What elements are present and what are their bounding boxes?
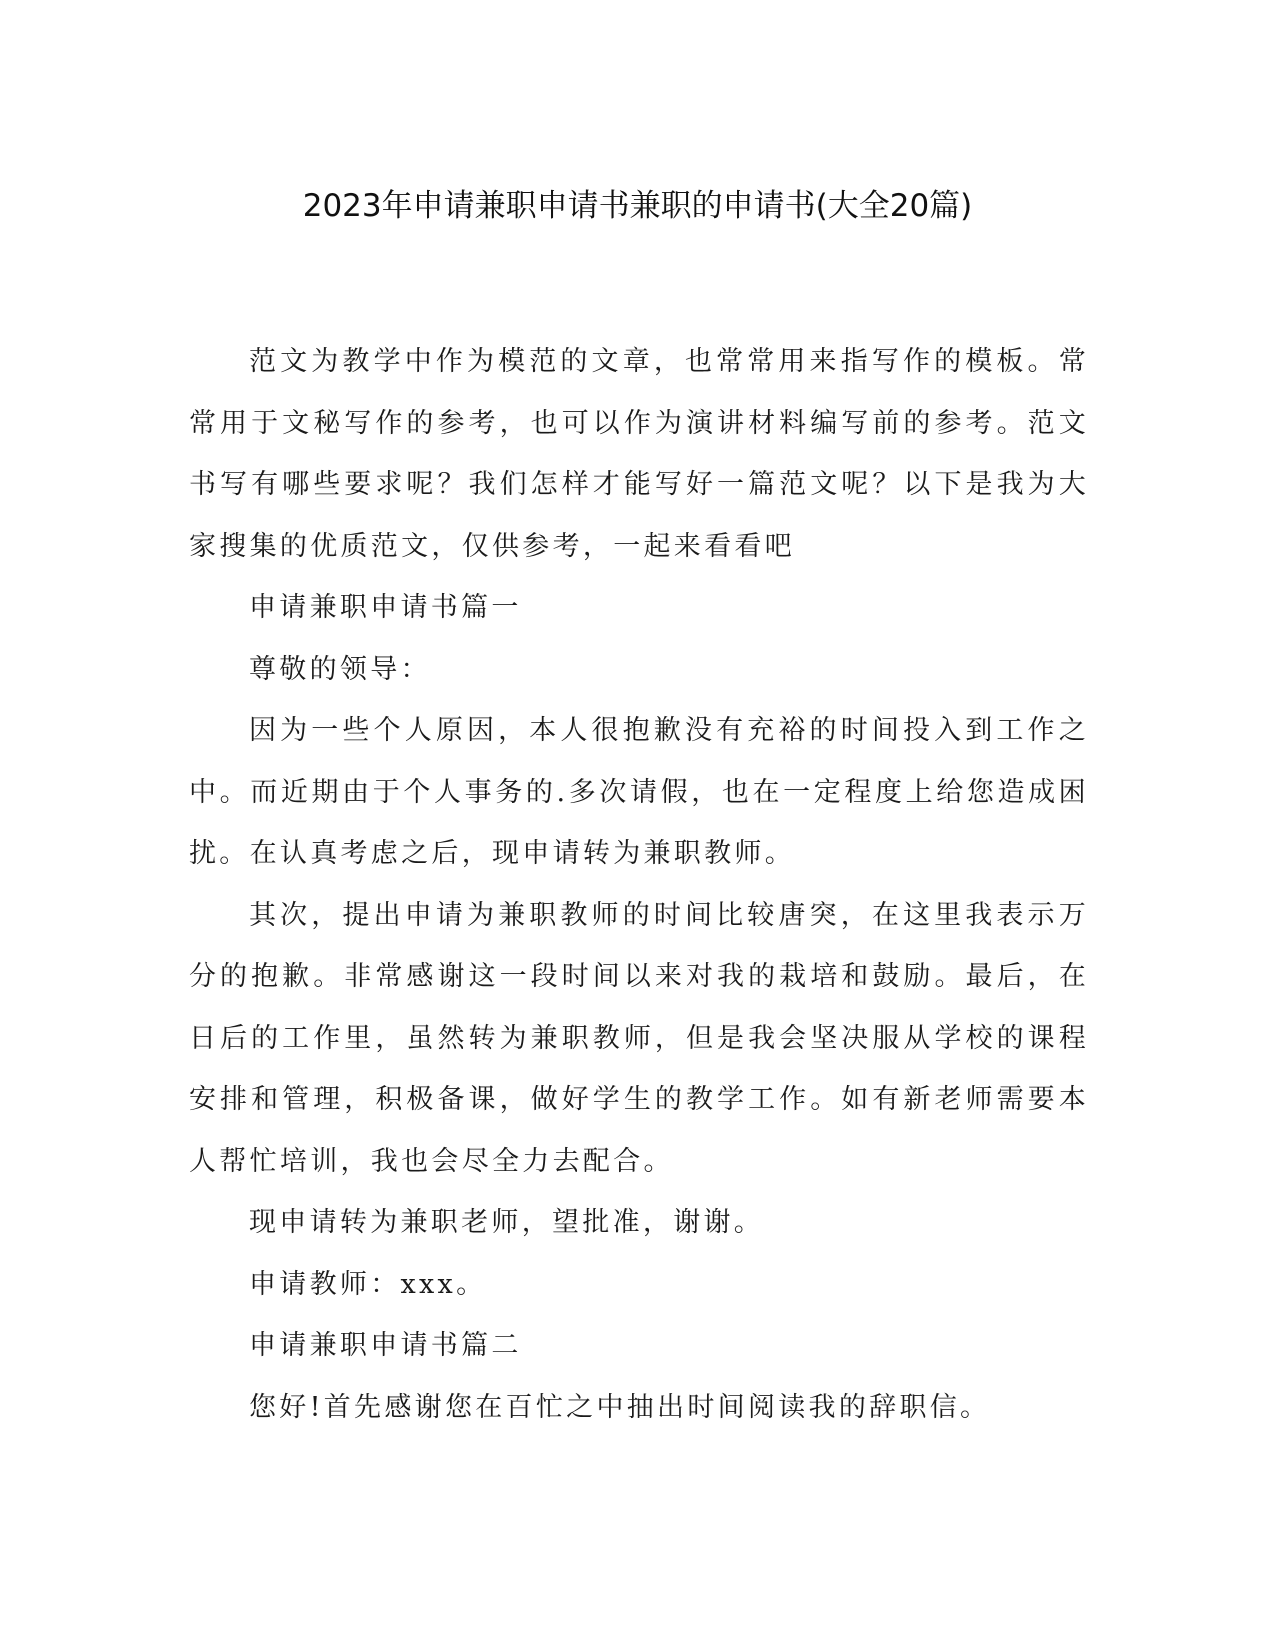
body-paragraph: 您好!首先感谢您在百忙之中抽出时间阅读我的辞职信。 — [249, 1391, 991, 1423]
closing-request: 现申请转为兼职老师，望批准，谢谢。 — [249, 1207, 765, 1238]
body-paragraph: 因为一些个人原因，本人很抱歉没有充裕的时间投入到工作之中。而近期由于个人事务的.多次请假，也在一定程度上给您造成困扰。在认真考虑之后，现申请转为兼职教师。 — [189, 715, 1089, 869]
section-heading-two: 申请兼职申请书篇二 — [249, 1330, 522, 1361]
document-title: 2023年申请兼职申请书兼职的申请书(大全20篇) — [302, 188, 973, 224]
section-heading-one: 申请兼职申请书篇一 — [249, 592, 522, 623]
document-body — [189, 331, 1089, 1438]
salutation: 尊敬的领导： — [249, 653, 431, 685]
signature-line: 申请教师：xxx。 — [249, 1268, 487, 1300]
intro-paragraph: 范文为教学中作为模范的文章，也常常用来指写作的模板。常常用于文秘写作的参考，也可以作为演讲材料编写前的参考。范文书写有哪些要求呢？我们怎样才能写好一篇范文呢？以下是我为大家搜集的优质范文，仅供参考，一起来看看吧 — [189, 346, 1089, 562]
body-paragraph: 其次，提出申请为兼职教师的时间比较唐突，在这里我表示万分的抱歉。非常感谢这一段时间以来对我的栽培和鼓励。最后，在日后的工作里，虽然转为兼职教师，但是我会坚决服从学校的课程安排和管理，积极备课，做好学生的教学工作。如有新老师需要本人帮忙培训，我也会尽全力去配合。 — [189, 899, 1089, 1177]
